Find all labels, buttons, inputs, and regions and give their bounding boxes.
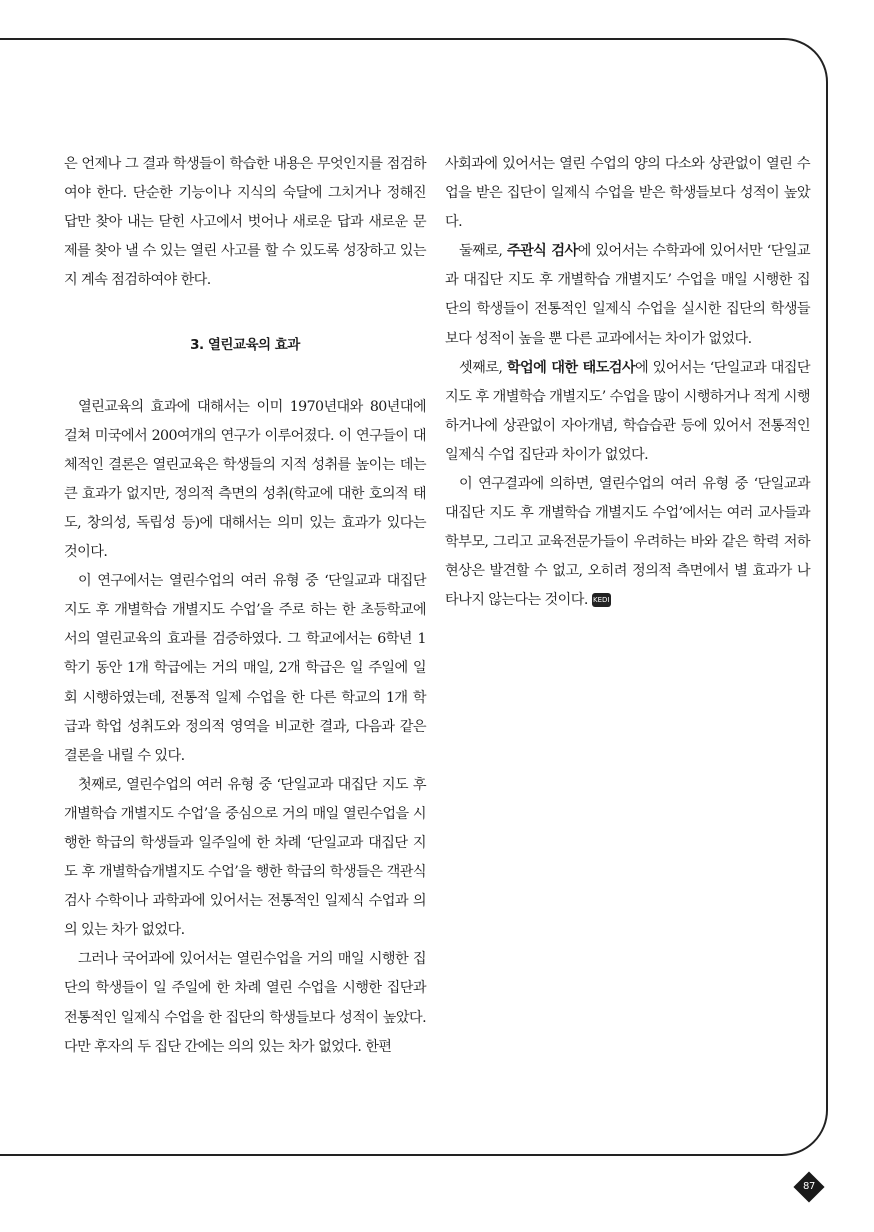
- paragraph: 열린교육의 효과에 대해서는 이미 1970년대와 80년대에 걸쳐 미국에서 200여개의 연구가 이루어졌다. 이 연구들이 대체적인 결론은 열린교육은 학생들의 지적 성취를 높이는 데는 큰 효과가 없지만, 정의적 측면의 성취(학교에 대한 호의적 태도, 창의성, 독립성 등)에 대해서는 의미 있는 효과가 있다는 것이다.: [64, 398, 426, 561]
- paragraph-lead: 셋째로,: [459, 359, 507, 376]
- paragraph: 그러나 국어과에 있어서는 열린수업을 거의 매일 시행한 집단의 학생들이 일 주일에 한 차례 열린 수업을 시행한 집단과 전통적인 일제식 수업을 한 집단의 학생들보다 성적이 높았다. 다만 후자의 두 집단 간에는 의의 있는 차가 없었다. 한편: [64, 951, 426, 1055]
- emphasis-subjective-test: 주관식 검사: [506, 243, 578, 260]
- paragraph: [445, 237, 810, 353]
- paragraph: 첫째로, 열린수업의 여러 유형 중 ‘단일교과 대집단 지도 후 개별학습 개별지도 수업’을 중심으로 거의 매일 열린수업을 시행한 학급의 학생들과 일주일에 한 차례 ‘단일교과 대집단 지도 후 개별학습개별지도 수업’을 행한 학급의 학생들은 객관식 검사 수학이나 과학과에 있어서는 전통적인 일제식 수업과 의의 있는 차가 없었다.: [64, 776, 426, 939]
- page-number-badge: [794, 1172, 824, 1202]
- paragraph-lead: 둘째로,: [459, 243, 507, 260]
- section-heading: 3. 열린교육의 효과: [190, 337, 300, 354]
- paragraph-body: 이 연구결과에 의하면, 열린수업의 여러 유형 중 ‘단일교과 대집단 지도 후 개별학습 개별지도 수업’에서는 여러 교사들과 학부모, 그리고 교육전문가들이 우려하는 바와 같은 학력 저하 현상은 발견할 수 없고, 오히려 정의적 측면에서 별 효과가 나타나지 않는다는 것이다.: [445, 476, 810, 609]
- paragraph: 사회과에 있어서는 열린 수업의 양의 다소와 상관없이 열린 수업을 받은 집단이 일제식 수업을 받은 학생들보다 성적이 높았다.: [445, 156, 810, 231]
- paragraph-body: 에 있어서는 수학과에 있어서만 ‘단일교과 대집단 지도 후 개별학습 개별지도’ 수업을 매일 시행한 집단의 학생들이 전통적인 일제식 수업을 실시한 집단의 학생들보다 성적이 높을 뿐 다른 교과에서는 차이가 없었다.: [445, 243, 811, 347]
- paragraph: 이 연구에서는 열린수업의 여러 유형 중 ‘단일교과 대집단 지도 후 개별학습 개별지도 수업’을 주로 하는 한 초등학교에서의 열린교육의 효과를 검증하였다. 그 학교에서는 6학년 1학기 동안 1개 학급에는 거의 매일, 2개 학급은 일 주일에 일 회 시행하였는데, 전통적 일제 수업을 한 다른 학교의 1개 학급과 학업 성취도와 정의적 영역을 비교한 결과, 다음과 같은 결론을 내릴 수 있다.: [64, 573, 426, 764]
- paragraph: 은 언제나 그 결과 학생들이 학습한 내용은 무엇인지를 점검하여야 한다. 단순한 기능이나 지식의 숙달에 그치거나 정해진 답만 찾아 내는 닫힌 사고에서 벗어나 새로운 답과 새로운 문제를 찾아 낼 수 있는 열린 사고를 할 수 있도록 성장하고 있는지 계속 점검하여야 한다.: [64, 156, 426, 289]
- paragraph-body: 에 있어서는 ‘단일교과 대집단 지도 후 개별학습 개별지도’ 수업을 많이 시행하거나 적게 시행하거나에 상관없이 자아개념, 학습습관 등에 있어서 전통적인 일제식 수업 집단과 차이가 없었다.: [445, 359, 810, 463]
- right-column: [445, 150, 810, 616]
- paragraph: [445, 354, 810, 470]
- emphasis-attitude-test: 학업에 대한 태도검사: [506, 359, 635, 376]
- paragraph: [445, 470, 810, 615]
- page-number: 87: [802, 1181, 816, 1192]
- end-mark-icon: KEDI: [592, 593, 611, 607]
- left-column: [64, 150, 426, 1062]
